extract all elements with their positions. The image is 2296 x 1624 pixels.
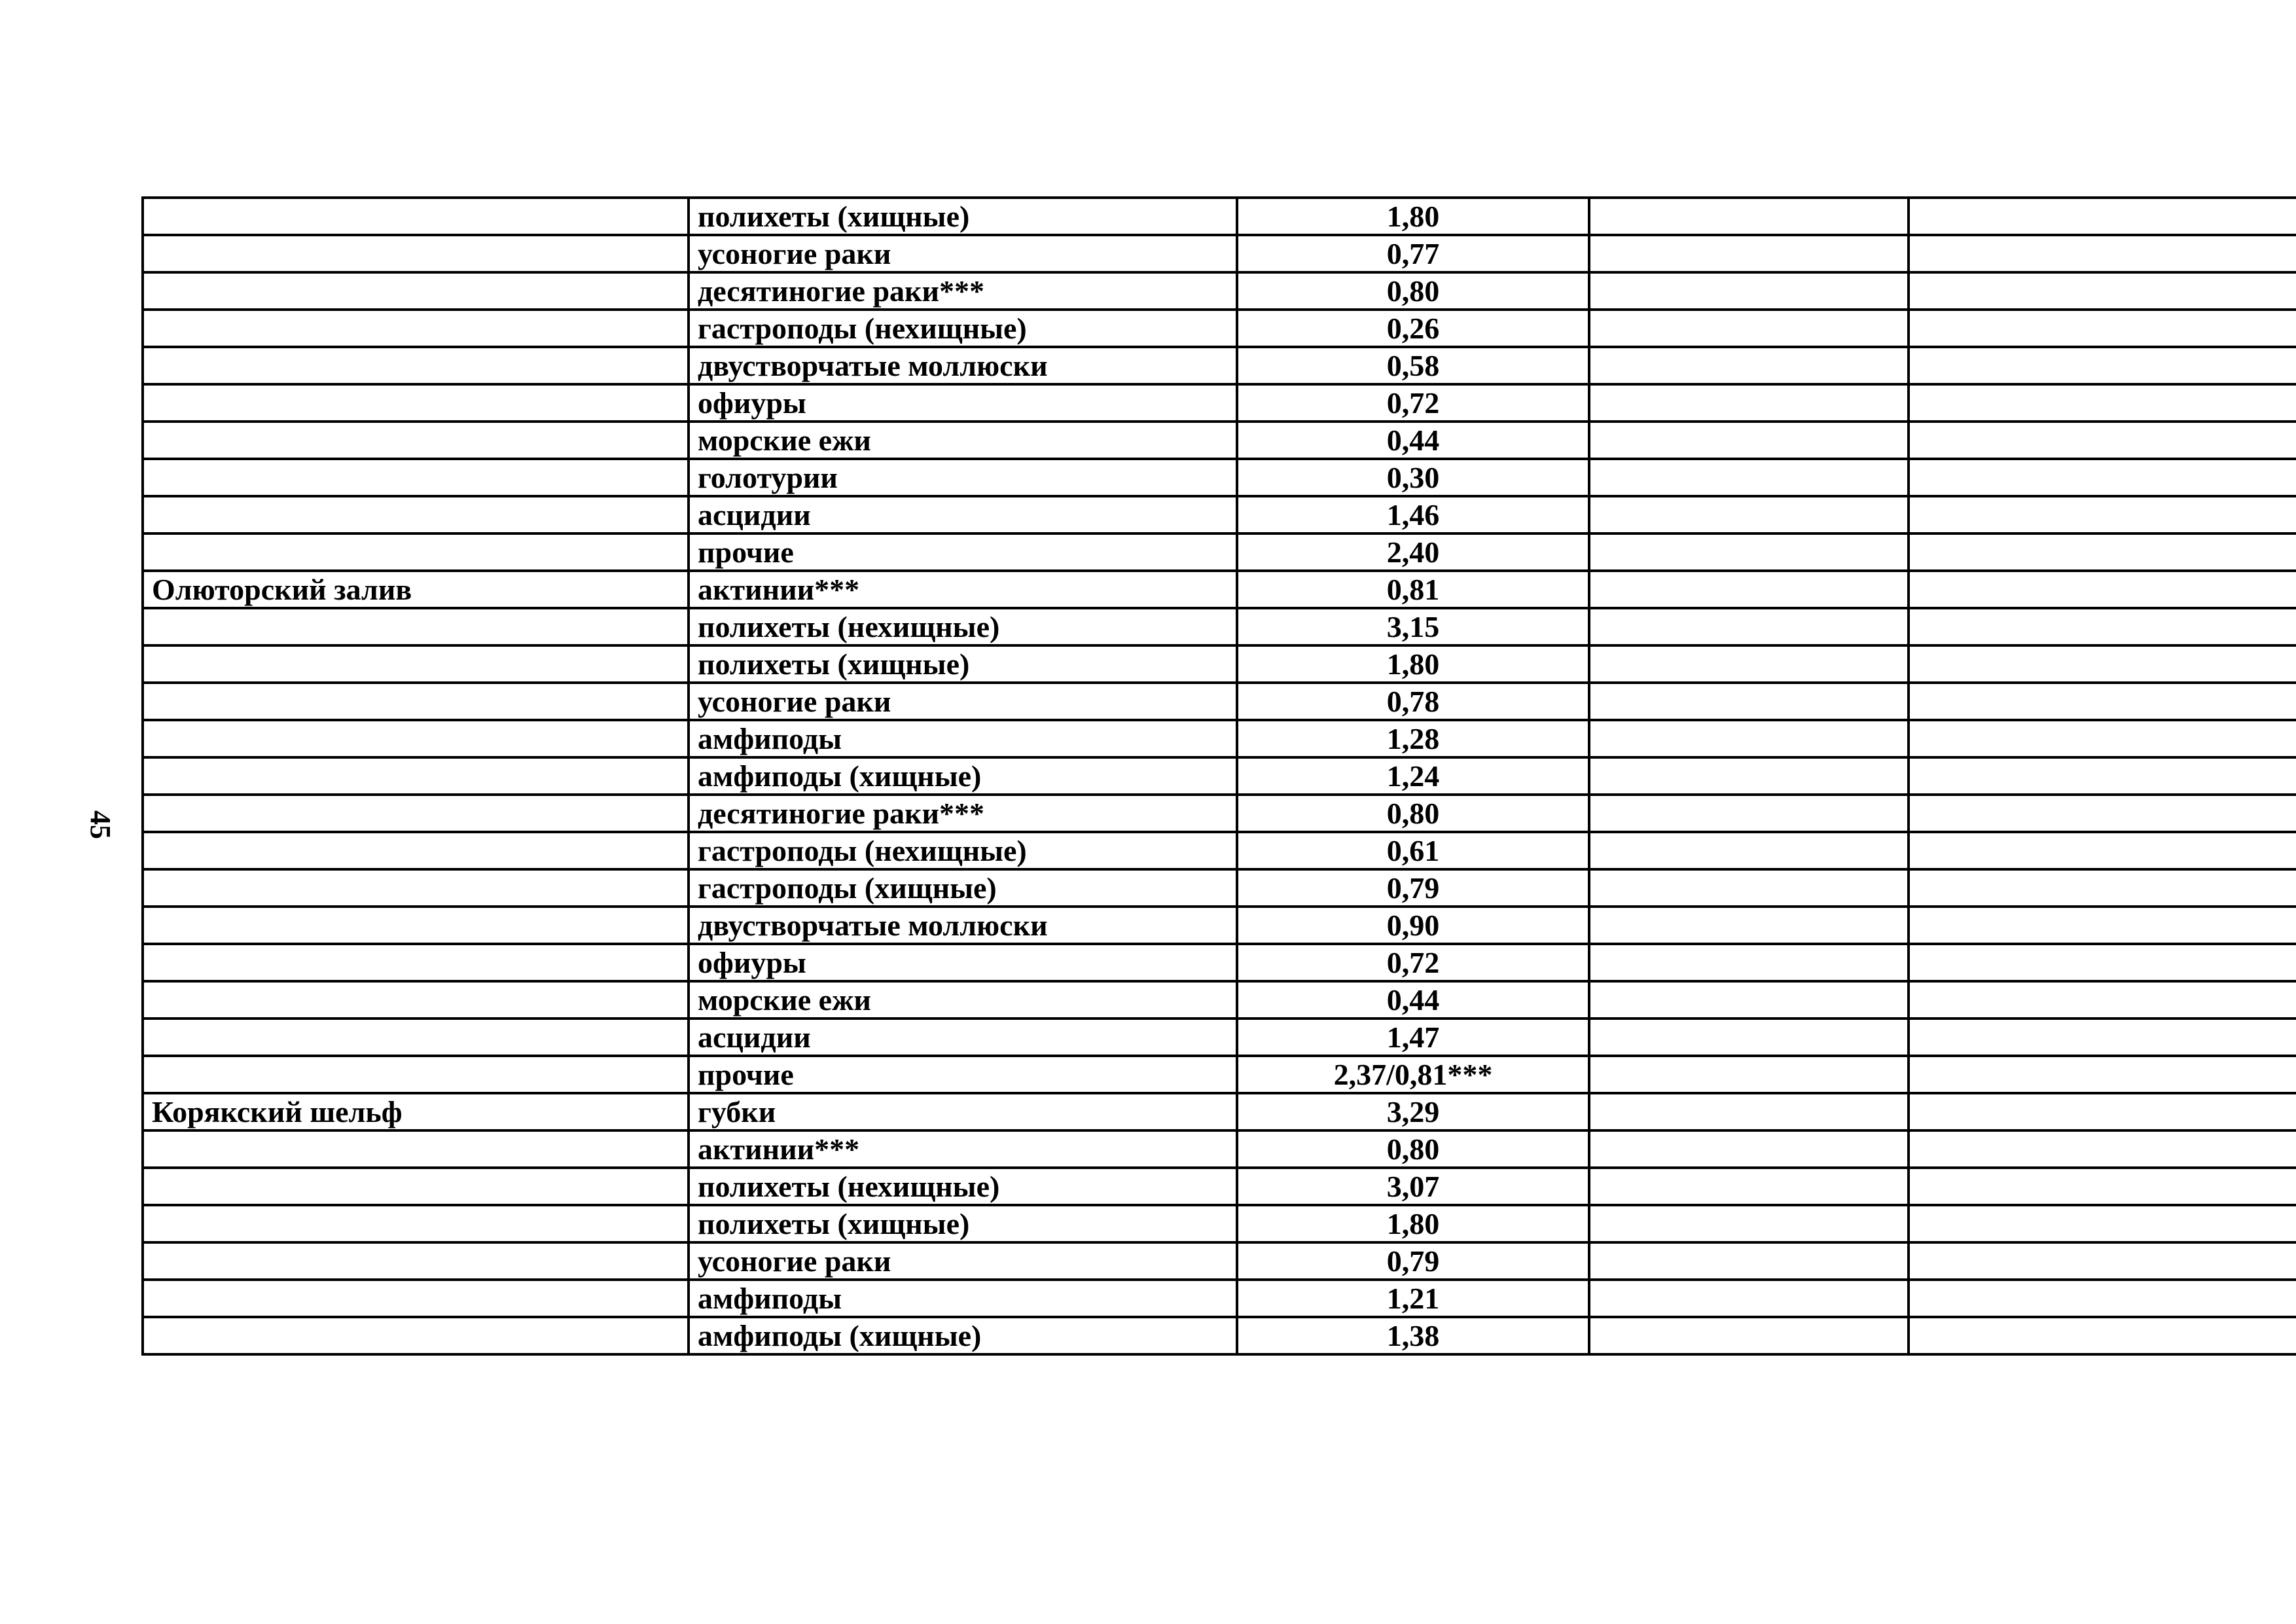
region-cell (143, 496, 689, 533)
region-cell (143, 981, 689, 1019)
empty-cell (1909, 1130, 2296, 1168)
empty-cell (1909, 645, 2296, 683)
group-cell: асцидии (689, 496, 1237, 533)
group-cell: двустворчатые моллюски (689, 907, 1237, 944)
table-row (143, 571, 2296, 608)
group-cell: полихеты (хищные) (689, 645, 1237, 683)
empty-cell (1909, 272, 2296, 310)
table-row (143, 869, 2296, 907)
empty-cell (1589, 496, 1909, 533)
value-cell: 0,58 (1237, 347, 1589, 384)
value-cell: 0,78 (1237, 683, 1589, 720)
empty-cell (1909, 832, 2296, 869)
table-row (143, 981, 2296, 1019)
region-cell (143, 272, 689, 310)
empty-cell (1589, 1056, 1909, 1093)
value-cell: 0,79 (1237, 869, 1589, 907)
region-cell (143, 1205, 689, 1242)
empty-cell (1909, 1205, 2296, 1242)
empty-cell (1589, 869, 1909, 907)
value-cell: 0,72 (1237, 384, 1589, 422)
group-cell: десятиногие раки*** (689, 795, 1237, 832)
value-cell: 0,44 (1237, 981, 1589, 1019)
value-cell: 1,21 (1237, 1280, 1589, 1317)
region-cell (143, 198, 689, 235)
region-cell (143, 1168, 689, 1205)
region-cell (143, 235, 689, 272)
table-row (143, 272, 2296, 310)
value-cell: 1,80 (1237, 198, 1589, 235)
table-row (143, 347, 2296, 384)
empty-cell (1589, 608, 1909, 645)
value-cell: 3,07 (1237, 1168, 1589, 1205)
region-cell (143, 608, 689, 645)
table-row (143, 1019, 2296, 1056)
table-row (143, 720, 2296, 757)
region-cell (143, 310, 689, 347)
empty-cell (1589, 1280, 1909, 1317)
region-cell (143, 944, 689, 981)
table-row (143, 944, 2296, 981)
table-row (143, 235, 2296, 272)
region-cell: Корякский шельф (143, 1093, 689, 1130)
empty-cell (1909, 869, 2296, 907)
group-cell: полихеты (нехищные) (689, 608, 1237, 645)
value-cell: 0,81 (1237, 571, 1589, 608)
region-cell (143, 645, 689, 683)
value-cell: 1,47 (1237, 1019, 1589, 1056)
empty-cell (1589, 198, 1909, 235)
empty-cell (1909, 907, 2296, 944)
empty-cell (1909, 608, 2296, 645)
empty-cell (1589, 347, 1909, 384)
empty-cell (1909, 981, 2296, 1019)
group-cell: десятиногие раки*** (689, 272, 1237, 310)
value-cell: 0,79 (1237, 1242, 1589, 1280)
empty-cell (1909, 198, 2296, 235)
table-row (143, 795, 2296, 832)
empty-cell (1589, 1130, 1909, 1168)
empty-cell (1589, 422, 1909, 459)
empty-cell (1909, 757, 2296, 795)
empty-cell (1909, 720, 2296, 757)
empty-cell (1589, 1019, 1909, 1056)
value-cell: 0,77 (1237, 235, 1589, 272)
empty-cell (1589, 533, 1909, 571)
table-row (143, 533, 2296, 571)
region-cell (143, 384, 689, 422)
table-row (143, 310, 2296, 347)
value-cell: 1,80 (1237, 645, 1589, 683)
table-row (143, 1130, 2296, 1168)
group-cell: асцидии (689, 1019, 1237, 1056)
empty-cell (1909, 1168, 2296, 1205)
value-cell: 0,72 (1237, 944, 1589, 981)
region-cell (143, 869, 689, 907)
table-row (143, 459, 2296, 496)
empty-cell (1589, 1168, 1909, 1205)
empty-cell (1589, 757, 1909, 795)
empty-cell (1589, 459, 1909, 496)
table-row (143, 1317, 2296, 1354)
group-cell: амфиподы (хищные) (689, 1317, 1237, 1354)
empty-cell (1909, 1019, 2296, 1056)
group-cell: прочие (689, 533, 1237, 571)
empty-cell (1589, 683, 1909, 720)
empty-cell (1909, 683, 2296, 720)
table-row (143, 907, 2296, 944)
empty-cell (1909, 1317, 2296, 1354)
empty-cell (1589, 384, 1909, 422)
table-row (143, 757, 2296, 795)
empty-cell (1909, 235, 2296, 272)
group-cell: гастроподы (нехищные) (689, 832, 1237, 869)
empty-cell (1589, 981, 1909, 1019)
empty-cell (1909, 384, 2296, 422)
group-cell: усоногие раки (689, 683, 1237, 720)
region-cell (143, 683, 689, 720)
region-cell (143, 422, 689, 459)
empty-cell (1589, 1242, 1909, 1280)
value-cell: 2,37/0,81*** (1237, 1056, 1589, 1093)
value-cell: 0,80 (1237, 795, 1589, 832)
group-cell: актинии*** (689, 1130, 1237, 1168)
value-cell: 0,44 (1237, 422, 1589, 459)
value-cell: 0,30 (1237, 459, 1589, 496)
group-cell: амфиподы (689, 720, 1237, 757)
group-cell: усоногие раки (689, 1242, 1237, 1280)
empty-cell (1589, 1205, 1909, 1242)
empty-cell (1909, 1242, 2296, 1280)
table-row (143, 645, 2296, 683)
group-cell: голотурии (689, 459, 1237, 496)
region-cell (143, 1019, 689, 1056)
group-cell: морские ежи (689, 981, 1237, 1019)
empty-cell (1909, 571, 2296, 608)
table-row (143, 1242, 2296, 1280)
table-row (143, 198, 2296, 235)
empty-cell (1589, 907, 1909, 944)
group-cell: офиуры (689, 944, 1237, 981)
empty-cell (1909, 1056, 2296, 1093)
group-cell: полихеты (нехищные) (689, 1168, 1237, 1205)
empty-cell (1909, 347, 2296, 384)
group-cell: губки (689, 1093, 1237, 1130)
group-cell: амфиподы (хищные) (689, 757, 1237, 795)
value-cell: 0,26 (1237, 310, 1589, 347)
table-row (143, 1205, 2296, 1242)
value-cell: 1,28 (1237, 720, 1589, 757)
table-row (143, 496, 2296, 533)
table-body (143, 198, 2296, 1354)
region-cell (143, 533, 689, 571)
group-cell: морские ежи (689, 422, 1237, 459)
empty-cell (1909, 533, 2296, 571)
region-cell (143, 1280, 689, 1317)
table-row (143, 832, 2296, 869)
group-cell: двустворчатые моллюски (689, 347, 1237, 384)
empty-cell (1909, 496, 2296, 533)
group-cell: прочие (689, 1056, 1237, 1093)
empty-cell (1909, 795, 2296, 832)
empty-cell (1909, 1280, 2296, 1317)
table-row (143, 1093, 2296, 1130)
table-row (143, 384, 2296, 422)
region-cell (143, 1130, 689, 1168)
group-cell: гастроподы (нехищные) (689, 310, 1237, 347)
region-cell (143, 347, 689, 384)
region-cell (143, 832, 689, 869)
group-cell: амфиподы (689, 1280, 1237, 1317)
group-cell: гастроподы (хищные) (689, 869, 1237, 907)
region-cell (143, 1242, 689, 1280)
value-cell: 3,29 (1237, 1093, 1589, 1130)
region-cell (143, 757, 689, 795)
value-cell: 0,61 (1237, 832, 1589, 869)
table-row (143, 422, 2296, 459)
table-row (143, 608, 2296, 645)
value-cell: 3,15 (1237, 608, 1589, 645)
table-row (143, 683, 2296, 720)
table-row (143, 1168, 2296, 1205)
data-table (141, 196, 2296, 1356)
value-cell: 0,80 (1237, 1130, 1589, 1168)
value-cell: 0,90 (1237, 907, 1589, 944)
region-cell (143, 907, 689, 944)
empty-cell (1589, 832, 1909, 869)
empty-cell (1589, 1093, 1909, 1130)
group-cell: полихеты (хищные) (689, 1205, 1237, 1242)
value-cell: 1,46 (1237, 496, 1589, 533)
group-cell: полихеты (хищные) (689, 198, 1237, 235)
table-row (143, 1280, 2296, 1317)
region-cell (143, 1317, 689, 1354)
empty-cell (1589, 272, 1909, 310)
region-cell (143, 720, 689, 757)
empty-cell (1589, 571, 1909, 608)
region-cell (143, 1056, 689, 1093)
empty-cell (1589, 235, 1909, 272)
value-cell: 1,24 (1237, 757, 1589, 795)
empty-cell (1909, 422, 2296, 459)
value-cell: 2,40 (1237, 533, 1589, 571)
region-cell (143, 795, 689, 832)
empty-cell (1589, 795, 1909, 832)
region-cell: Олюторский залив (143, 571, 689, 608)
empty-cell (1909, 310, 2296, 347)
empty-cell (1909, 944, 2296, 981)
page-number: 45 (84, 810, 117, 839)
value-cell: 0,80 (1237, 272, 1589, 310)
value-cell: 1,80 (1237, 1205, 1589, 1242)
empty-cell (1589, 1317, 1909, 1354)
empty-cell (1589, 720, 1909, 757)
empty-cell (1589, 645, 1909, 683)
empty-cell (1589, 944, 1909, 981)
group-cell: офиуры (689, 384, 1237, 422)
table-row (143, 1056, 2296, 1093)
empty-cell (1909, 1093, 2296, 1130)
group-cell: актинии*** (689, 571, 1237, 608)
empty-cell (1909, 459, 2296, 496)
region-cell (143, 459, 689, 496)
value-cell: 1,38 (1237, 1317, 1589, 1354)
group-cell: усоногие раки (689, 235, 1237, 272)
empty-cell (1589, 310, 1909, 347)
